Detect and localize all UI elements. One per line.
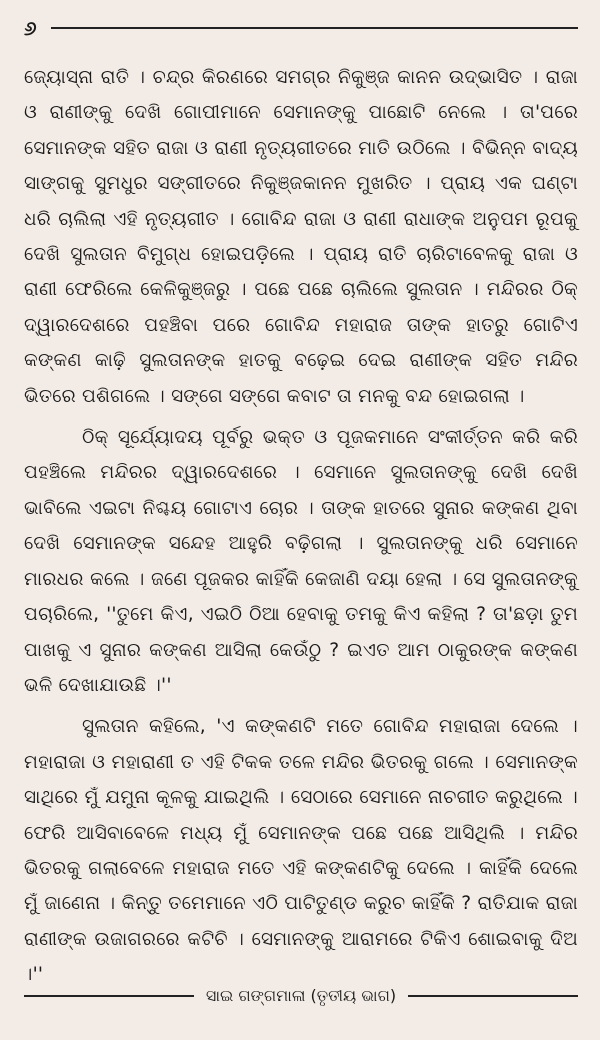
paragraph-3: ସୁଲତାନ କହିଲେ, 'ଏ କଙ୍କଣଟି ମତେ ଗୋବିନ୍ଦ ମହାରାଜା ଦେଲେ । ମହାରାଜା ଓ ମହାରାଣୀ ତ ଏହି ଟିକକ ତଳେ ମନ୍ଦିର ଭିତରକୁ ଗଲେ । ସେମାନଙ୍କ ସାଥିରେ ମୁଁ ଯମୁନା କୂଳକୁ ଯାଇଥିଲି । ସେଠାରେ ସେମାନେ ନାଚଗୀତ କରୁଥିଲେ । ଫେରି ଆସିବାବେଳେ ମଧ୍ୟ ମୁଁ ସେମାନଙ୍କ ପଛେ ପଛେ ଆସିଥିଲି । ମନ୍ଦିର ଭିତରକୁ ଗଲାବେଳେ ମହାରାଜ ମତେ ଏହି କଙ୍କଣଟିକୁ ଦେଲେ । କାହିଁକି ଦେଲେ ମୁଁ ଜାଣେନା । କିନ୍ତୁ ତମେମାନେ ଏଠି ପାଟିତୁଣ୍ଡ କରୁଚ କାହିଁକି ? ରାତିଯାକ ରାଜା ରାଣୀଙ୍କ ଉଜାଗରରେ କଟିଚି । ସେମାନଙ୍କୁ ଆରାମରେ ଟିକିଏ ଶୋଇବାକୁ ଦିଅ ।'' — [24, 716, 578, 986]
page-footer — [24, 980, 578, 1012]
footer-rule-left — [24, 995, 194, 997]
header-rule — [51, 27, 578, 29]
page-number: ୬ — [24, 16, 37, 40]
footer-rule-right — [408, 995, 578, 997]
page-body — [24, 60, 578, 993]
page-header — [24, 14, 578, 42]
paragraph-1: ଜ୍ୟୋସ୍ନା ରାତି । ଚନ୍ଦ୍ର କିରଣରେ ସମଗ୍ର ନିକୁଞ୍ଜ କାନନ ଉଦ୍ଭାସିତ । ରାଜା ଓ ରାଣୀଙ୍କୁ ଦେଖି ଗୋପୀମାନେ ସେମାନଙ୍କୁ ପାଛୋଟି ନେଲେ । ତା'ପରେ ସେମାନଙ୍କ ସହିତ ରାଜା ଓ ରାଣୀ ନୃତ୍ୟଗୀତରେ ମାତି ଉଠିଲେ । ବିଭିନ୍ନ ବାଦ୍ୟ ସାଙ୍ଗକୁ ସୁମଧୁର ସଙ୍ଗୀତରେ ନିକୁଞ୍ଜକାନନ ମୁଖରିତ । ପ୍ରାୟ ଏକ ଘଣ୍ଟା ଧରି ଚାଲିଲା ଏହି ନୃତ୍ୟଗୀତ । ଗୋବିନ୍ଦ ରାଜା ଓ ରାଣୀ ରାଧାଙ୍କ ଅନୁପମ ରୂପକୁ ଦେଖି ସୁଲତାନ ବିମୁଗ୍ଧ ହୋଇପଡ଼ିଲେ । ପ୍ରାୟ ରାତି ଚାରିଟାବେଳକୁ ରାଜା ଓ ରାଣୀ ଫେରିଲେ କେଳିକୁଞ୍ଜରୁ । ପଛେ ପଛେ ଚାଲିଲେ ସୁଲତାନ । ମନ୍ଦିରର ଠିକ୍ ଦ୍ୱାରଦେଶରେ ପହଞ୍ଚିବା ପରେ ଗୋବିନ୍ଦ ମହାରାଜ ତାଙ୍କ ହାତରୁ ଗୋଟିଏ କଙ୍କଣ କାଢ଼ି ସୁଲତାନଙ୍କ ହାତକୁ ବଢ଼େଇ ଦେଇ ରାଣୀଙ୍କ ସହିତ ମନ୍ଦିର ଭିତରେ ପଶିଗଲେ । ସଙ୍ଗେ ସଙ୍ଗେ କବାଟ ତା ମନକୁ ବନ୍ଦ ହୋଇଗଲା । — [24, 67, 578, 407]
paragraph-2: ଠିକ୍ ସୂର୍ଯ୍ୟୋଦୟ ପୂର୍ବରୁ ଭକ୍ତ ଓ ପୂଜକମାନେ ସଂକୀର୍ତ୍ତନ କରି କରି ପହଞ୍ଚିଲେ ମନ୍ଦିରର ଦ୍ୱାରଦେଶରେ । ସେମାନେ ସୁଲତାନଙ୍କୁ ଦେଖି ଦେଖି ଭାବିଲେ ଏଇଟା ନିଶ୍ଚୟ ଗୋଟାଏ ଚୋର । ତାଙ୍କ ହାତରେ ସୁନାର କଙ୍କଣ ଥିବା ଦେଖି ସେମାନଙ୍କ ସନ୍ଦେହ ଆହୁରି ବଢ଼ିଗଲା । ସୁଲତାନଙ୍କୁ ଧରି ସେମାନେ ମାରଧର କଲେ । ଜଣେ ପୂଜକର କାହିଁକି କେଜାଣି ଦୟା ହେଲା । ସେ ସୁଲତାନଙ୍କୁ ପଚାରିଲେ, ''ତୁମେ କିଏ, ଏଇଠି ଠିଆ ହେବାକୁ ତମକୁ କିଏ କହିଲା ? ତା'ଛଡ଼ା ତୁମ ପାଖକୁ ଏ ସୁନାର କଙ୍କଣ ଆସିଲା କେଉଁଠୁ ? ଇଏତ ଆମ ଠାକୁରଙ୍କ କଙ୍କଣ ଭଳି ଦେଖାଯାଉଛି ।'' — [24, 427, 578, 696]
book-title: ସାଇ ଗଙ୍ଗମାଳା (ତୃତୀୟ ଭାଗ) — [205, 986, 397, 1005]
